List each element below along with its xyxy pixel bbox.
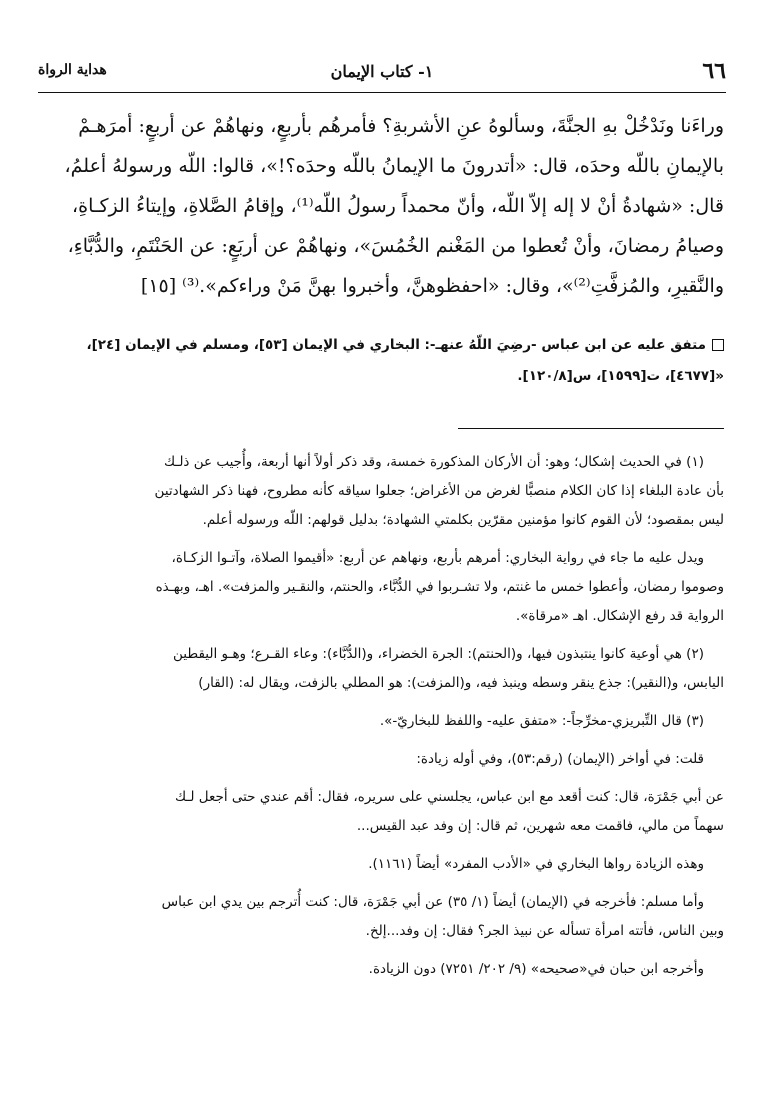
- page-number: ٦٦: [702, 58, 726, 84]
- footnote-3: [38, 707, 724, 736]
- footnotes: [38, 448, 724, 984]
- hadith-line: بالإيمانِ باللّه وحدَه، قال: «أتدرونَ ما الإيمانُ باللّه وحدَه؟!»، قالوا: اللّه ورسولهُ أعلمُ،: [64, 155, 724, 177]
- footnote-line: وأخرجه ابن حبان في«صحيحه» (٩/ ٢٠٢/ ٧٢٥١) دون الزيادة.: [368, 961, 704, 977]
- footnote-1-continued: [38, 544, 724, 631]
- book-title: هداية الرواة: [38, 62, 107, 78]
- source-reference: [38, 330, 724, 392]
- footnote-line: ويدل عليه ما جاء في رواية البخاري: أمرهم بأربع، ونهاهم عن أربع: «أقيموا الصلاة، وآتـوا الزكـاة،: [171, 550, 704, 566]
- footnote-line: وصوموا رمضان، وأعطوا خمس ما غنتم، ولا تشـربوا في الدُّبَّاء، والحنتم، والنقـير والمزفت». اهـ، وبهـذه: [155, 579, 724, 595]
- source-line: «[٤٦٧٧]، ت[١٥٩٩]، س[١٢٠/٨].: [517, 368, 724, 384]
- footnote-3-adab: [38, 850, 724, 879]
- footnote-3-comment: [38, 745, 724, 774]
- footnote-2: [38, 640, 724, 698]
- footnote-line: الرواية قد رفع الإشكال. اهـ «مرقاة».: [515, 608, 724, 624]
- footnote-line: (٣) قال التِّبريزي-مخرِّجاً-: «متفق عليه- واللفظ للبخاريّ-».: [379, 713, 704, 729]
- square-bullet-icon: [712, 339, 724, 351]
- footnote-divider: [458, 428, 724, 429]
- hadith-line: والنَّقيرِ، والمُزفَّتِ⁽²⁾»، وقال: «احفظوهنَّ، وأخبروا بهنَّ مَنْ وراءكم».⁽³⁾ [١٥]: [140, 275, 724, 297]
- footnote-3-narration: [38, 783, 724, 841]
- footnote-3-ibn-hibban: [38, 955, 724, 984]
- footnote-1: [38, 448, 724, 535]
- hadith-text: [38, 106, 724, 306]
- footnote-line: وهذه الزيادة رواها البخاري في «الأدب المفرد» أيضاً (١١٦١).: [368, 856, 704, 872]
- running-header: [38, 58, 726, 93]
- footnote-line: قلت: في أواخر (الإيمان) (رقم:٥٣)، وفي أوله زيادة:: [416, 751, 704, 767]
- footnote-line: (٢) هي أوعية كانوا ينتبذون فيها، و(الحنتم): الجرة الخضراء، و(الدُّبَّاء): وعاء القـرع؛ وهـو اليقطين: [173, 646, 704, 662]
- chapter-title: ١- كتاب الإيمان: [330, 62, 434, 81]
- footnote-line: وأما مسلم: فأخرجه في (الإيمان) أيضاً (١/ ٣٥) عن أبي جَمْرَة، قال: كنت أُترجم بين يدي ابن عباس: [161, 894, 704, 910]
- footnote-line: وبين الناس، فأتته امرأة تسأله عن نبيذ الجر؟ فقال: إن وفد...إلخ.: [365, 923, 724, 939]
- hadith-line: قال: «شهادةُ أنْ لا إله إلاّ اللّه، وأنّ محمداً رسولُ اللّه⁽¹⁾، وإقامُ الصَّلاةِ، وإيتاءُ الزكـاةِ،: [72, 195, 724, 217]
- footnote-line: ليس بمقصود؛ لأن القوم كانوا مؤمنين مقرّين بكلمتي الشهادة؛ بدليل قولهم: اللّه ورسوله أعلم.: [202, 512, 724, 528]
- footnote-line: بأن عادة البلغاء إذا كان الكلام منصبًّا لغرض من الأغراض؛ جعلوا سياقه كأنه مطروح، فهنا ذكر الشهادتين: [154, 483, 724, 499]
- footnote-line: اليابس، و(النقير): جذع ينقر وسطه وينبذ فيه، و(المزفت): هو المطلي بالزفت، ويقال له: (القار): [198, 675, 724, 691]
- source-line: [38, 330, 724, 361]
- footnote-line: عن أبي جَمْرَة، قال: كنت أقعد مع ابن عباس، يجلسني على سريره، فقال: أقم عندي حتى أجعل لـك: [175, 789, 724, 805]
- footnote-line: سهماً من مالي، فاقمت معه شهرين، ثم قال: إن وفد عبد القيس...: [356, 818, 724, 834]
- hadith-line: وصيامُ رمضانَ، وأنْ تُعطوا من المَغْنم الخُمُسَ»، ونهاهُمْ عن أربَعٍ: عن الحَنْتَمِ، والدُّبَّاءِ،: [67, 235, 724, 257]
- footnote-line: (١) في الحديث إشكال؛ وهو: أن الأركان المذكورة خمسة، وقد ذكر أولاً أنها أربعة، وأُجيب عن ذلـك: [163, 454, 704, 470]
- source-line-text: متفق عليه عن ابن عباس -رضِيَ اللّهُ عنهـ-: البخاري في الإيمان [٥٣]، ومسلم في الإيمان [٢٤]،: [86, 337, 706, 353]
- footnote-3-muslim: [38, 888, 724, 946]
- hadith-line: وراءَنا ونَدْخُلْ بهِ الجنَّةَ، وسألوهُ عنِ الأشربةِ؟ فأمرهُم بأربعٍ، ونهاهُمْ عن أربعٍ: أمرَهـمْ: [78, 115, 724, 137]
